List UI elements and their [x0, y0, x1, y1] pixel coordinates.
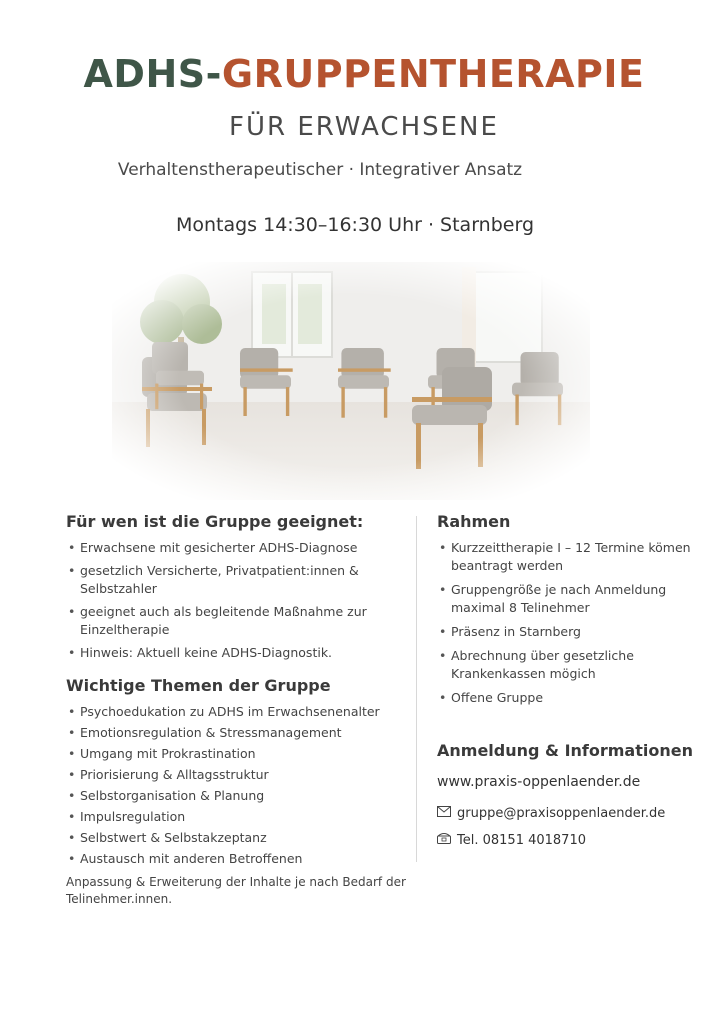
left-column — [66, 512, 406, 908]
list-item: • Austausch mit anderen Betroffenen — [66, 850, 406, 868]
list-item: • Erwachsene mit gesicherter ADHS-Diagnose — [66, 539, 406, 557]
envelope-icon — [437, 806, 453, 821]
schedule-line: Montags 14:30–16:30 Uhr · Starnberg — [175, 214, 535, 236]
approach-line: Verhaltenstherapeutischer · Integrativer Ansatz — [117, 160, 523, 180]
list-item: • Hinweis: Aktuell keine ADHS-Diagnostik. — [66, 644, 406, 662]
page-title — [0, 52, 728, 96]
list-item: • Selbstwert & Selbstakzeptanz — [66, 829, 406, 847]
email-link[interactable]: gruppe@praxisoppenlaender.de — [457, 806, 666, 821]
contact-heading: Anmeldung & Informationen — [437, 741, 693, 760]
themes-heading: Wichtige Themen der Gruppe — [66, 676, 331, 695]
list-item: • gesetzlich Versicherte, Privatpatient:innen & Selbstzahler — [66, 562, 406, 598]
list-item: • Präsenz in Starnberg — [437, 623, 707, 641]
list-item: • Offene Gruppe — [437, 689, 707, 707]
phone-icon — [437, 832, 453, 848]
right-column — [437, 512, 707, 859]
phone-number[interactable]: Tel. 08151 4018710 — [457, 832, 586, 848]
themes-list — [66, 703, 406, 868]
list-item: • Selbstorganisation & Planung — [66, 787, 406, 805]
rahmen-list — [437, 539, 707, 707]
list-item: • Gruppengröße je nach Anmeldung maximal 8 Telinehmer — [437, 581, 707, 617]
page-subtitle: FÜR ERWACHSENE — [229, 112, 499, 142]
list-item: • Umgang mit Prokrastination — [66, 745, 406, 763]
suitability-list — [66, 539, 406, 662]
list-item: • Priorisierung & Alltagsstruktur — [66, 766, 406, 784]
list-item: • Abrechnung über gesetzliche Krankenkassen mögich — [437, 647, 707, 683]
list-item: • geeignet auch als begleitende Maßnahme zur Einzeltherapie — [66, 603, 406, 639]
email-row — [437, 806, 707, 821]
column-divider — [416, 516, 417, 862]
rahmen-heading: Rahmen — [437, 512, 511, 531]
website-link[interactable]: www.praxis-oppenlaender.de — [437, 774, 641, 790]
list-item: • Kurzzeittherapie I – 12 Termine kömen beantragt werden — [437, 539, 707, 575]
title-part-adhs: ADHS- — [83, 52, 222, 96]
room-chairs-photo — [112, 262, 590, 500]
suitability-heading: Für wen ist die Gruppe geeignet: — [66, 512, 364, 531]
list-item: • Impulsregulation — [66, 808, 406, 826]
title-part-gruppentherapie: GRUPPENTHERAPIE — [221, 52, 645, 96]
list-item: • Emotionsregulation & Stressmanagement — [66, 724, 406, 742]
phone-row — [437, 832, 707, 848]
list-item: • Psychoedukation zu ADHS im Erwachsenenalter — [66, 703, 406, 721]
themes-note: Anpassung & Erweiterung der Inhalte je nach Bedarf der Telinehmer.innen. — [66, 875, 406, 906]
